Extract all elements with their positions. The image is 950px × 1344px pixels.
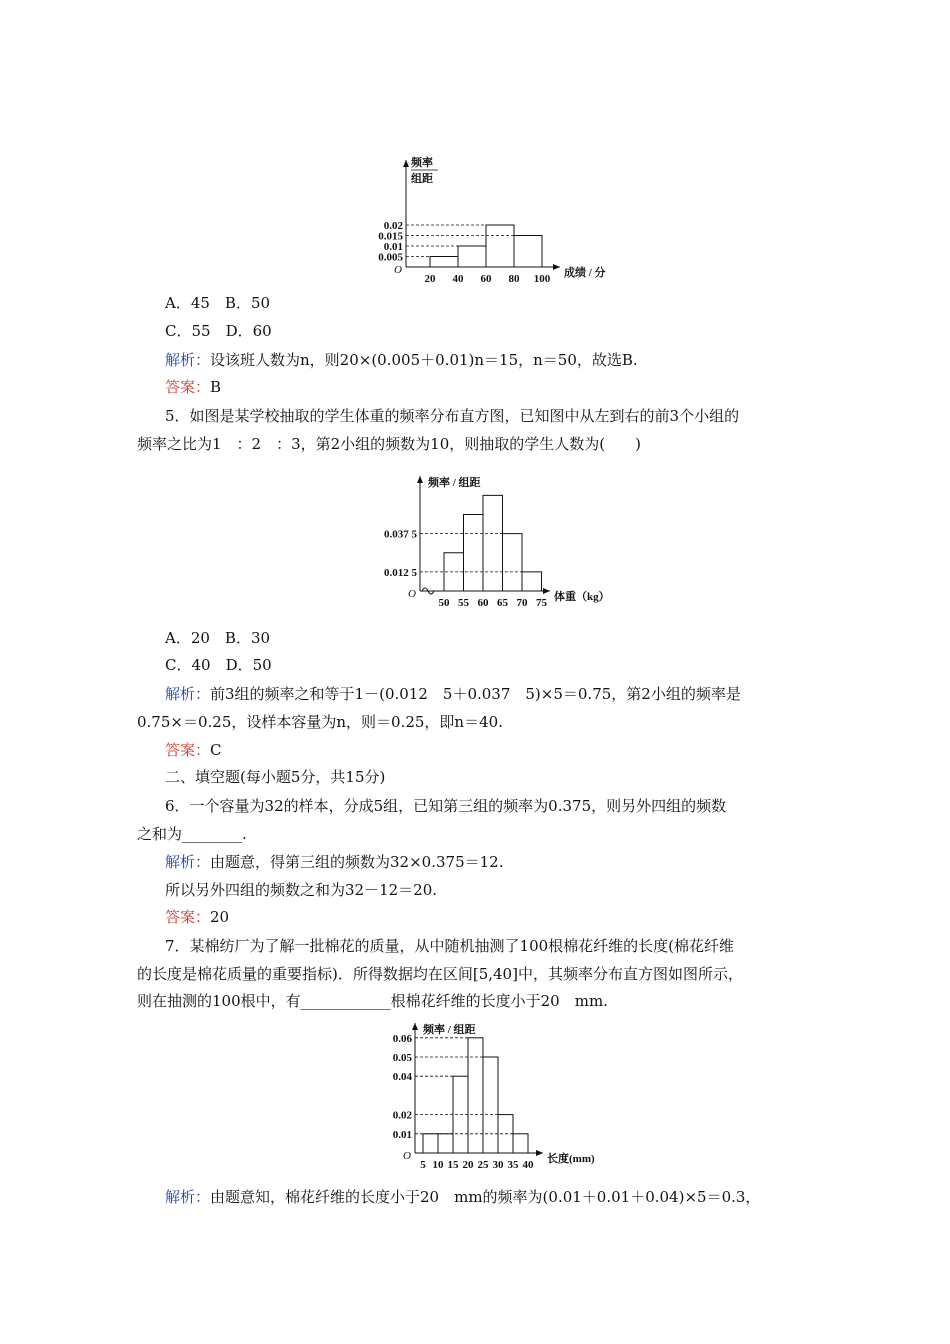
origin-label: O [403, 1150, 411, 1162]
q6-answer [165, 907, 229, 927]
histogram-bar [468, 1038, 483, 1153]
histogram-bar [483, 495, 503, 591]
y-axis-arrow [412, 1023, 418, 1030]
q7-analysis-text: 由题意知，棉花纤维的长度小于20 mm的频率为(0.01＋0.01＋0.04)×5＝0.3， [210, 1188, 761, 1206]
x-tick-label: 20 [462, 1159, 474, 1171]
q7-stem-line-3: 则在抽测的100根中，有____________根棉花纤维的长度小于20 mm. [137, 992, 608, 1010]
y-tick-label: 0.01 [392, 1128, 412, 1141]
x-tick-label: 75 [536, 597, 547, 609]
q6-analysis-line-2: 所以另外四组的频数之和为32－12＝20. [165, 881, 438, 899]
histogram-bar [438, 1134, 453, 1153]
histogram-bar [483, 1057, 498, 1153]
q6-stem-line-2: 之和为________. [137, 825, 247, 843]
x-tick-label: 80 [508, 273, 520, 285]
y-tick-label: 0.037 5 [384, 528, 417, 541]
histogram-weights [370, 470, 610, 615]
y-axis-arrow [403, 160, 409, 167]
y-axis-title-bottom: 组距 [411, 173, 433, 185]
origin-label: O [408, 588, 416, 600]
y-tick-label: 0.02 [392, 1109, 412, 1122]
x-tick-label: 70 [516, 597, 528, 609]
x-tick-label: 55 [458, 597, 469, 609]
q6-stem-line-1: 6．一个容量为32的样本，分成5组，已知第三组的频率为0.375，则另外四组的频数 [165, 797, 727, 815]
q7-analysis [165, 1187, 760, 1207]
x-axis-arrow [553, 264, 560, 270]
x-tick-label: 20 [424, 273, 436, 285]
q4-answer [165, 377, 221, 397]
analysis-label: 解析： [165, 351, 211, 369]
histogram-bar [503, 534, 523, 591]
answer-label: 答案： [165, 378, 211, 396]
x-tick-label: 65 [497, 597, 508, 609]
q5-analysis-text-1: 前3组的频率之和等于1－(0.012 5＋0.037 5)×5＝0.75，第2小组的频率是 [210, 685, 741, 703]
q7-stem-line-1: 7．某棉纺厂为了解一批棉花的质量，从中随机抽测了100根棉花纤维的长度(棉花纤维 [165, 937, 735, 955]
x-tick-label: 25 [477, 1159, 489, 1171]
q5-analysis-line-2: 0.75×＝0.25，设样本容量为n，则＝0.25，即n＝40. [137, 713, 503, 731]
y-tick-label: 0.06 [392, 1032, 412, 1045]
origin-label: O [394, 264, 402, 276]
x-tick-label: 5 [420, 1159, 426, 1171]
y-tick-label: 0.01 [383, 241, 403, 253]
x-tick-label: 10 [432, 1159, 444, 1171]
analysis-label: 解析： [165, 853, 211, 871]
histogram-bar [430, 257, 458, 268]
y-axis-title: 频率 / 组距 [428, 477, 481, 489]
x-tick-label: 50 [438, 597, 450, 609]
q6-analysis-text-1: 由题意，得第三组的频数为32×0.375＝12. [210, 853, 504, 871]
analysis-label: 解析： [165, 1188, 211, 1206]
histogram-scores [360, 150, 630, 285]
section-heading: 二、填空题(每小题5分，共15分) [165, 768, 386, 786]
y-tick-label: 0.005 [378, 251, 403, 264]
y-axis-arrow [417, 476, 423, 483]
histogram-bar [513, 1134, 528, 1153]
q7-stem-line-2: 的长度是棉花质量的重要指标)．所得数据均在区间[5,40]中，其频率分布直方图如图所示， [137, 965, 743, 983]
x-tick-label: 40 [522, 1159, 534, 1171]
histogram-bar [514, 236, 542, 268]
q5-answer [165, 740, 222, 760]
x-tick-label: 60 [480, 273, 492, 285]
x-tick-label: 30 [492, 1159, 504, 1171]
q6-analysis-line-1 [165, 852, 503, 872]
q6-answer-text: 20 [210, 908, 230, 926]
histogram-bar [423, 1134, 438, 1153]
x-axis-title: 成绩 / 分 [564, 267, 606, 279]
x-axis-title: 体重（kg） [554, 591, 610, 603]
histogram-bar [522, 572, 542, 591]
y-tick-label: 0.02 [383, 220, 403, 232]
q5-analysis-line-1 [165, 684, 741, 704]
q5-options-cd: C．40 D．50 [165, 656, 272, 674]
q5-stem-line-1: 5．如图是某学校抽取的学生体重的频率分布直方图，已知图中从左到右的前3个小组的 [165, 407, 740, 425]
y-tick-label: 0.04 [392, 1071, 412, 1084]
x-axis-arrow [536, 1150, 543, 1156]
analysis-label: 解析： [165, 685, 211, 703]
answer-label: 答案： [165, 741, 211, 759]
q5-answer-text: C [210, 741, 222, 759]
y-tick-label: 0.015 [378, 230, 403, 243]
x-tick-label: 40 [452, 273, 464, 285]
q4-analysis-text: 设该班人数为n，则20×(0.005＋0.01)n＝15，n＝50，故选B. [210, 351, 638, 369]
q4-options-cd: C．55 D．60 [165, 322, 272, 340]
histogram-lengths [375, 1015, 615, 1175]
q4-answer-text: B [210, 378, 222, 396]
answer-label: 答案： [165, 908, 211, 926]
histogram-bar [486, 225, 514, 267]
q5-options-ab: A．20 B．30 [165, 629, 271, 647]
y-axis-title-top: 频率 [411, 157, 433, 169]
q5-stem-line-2: 频率之比为1 ：2 ：3，第2小组的频数为10，则抽取的学生人数为( ) [137, 435, 641, 453]
q4-analysis [165, 350, 638, 370]
y-axis-title: 频率 / 组距 [423, 1024, 476, 1036]
y-tick-label: 0.05 [392, 1052, 412, 1064]
x-tick-label: 35 [507, 1159, 519, 1171]
x-tick-label: 15 [447, 1159, 459, 1171]
x-tick-label: 100 [533, 273, 551, 285]
histogram-bar [458, 246, 486, 267]
q4-options-ab: A．45 B．50 [165, 294, 271, 312]
x-axis-title: 长度(mm) [547, 1153, 595, 1165]
x-axis-arrow [543, 588, 550, 594]
histogram-bar [464, 515, 484, 592]
x-tick-label: 60 [477, 597, 489, 609]
y-tick-label: 0.012 5 [384, 566, 417, 579]
